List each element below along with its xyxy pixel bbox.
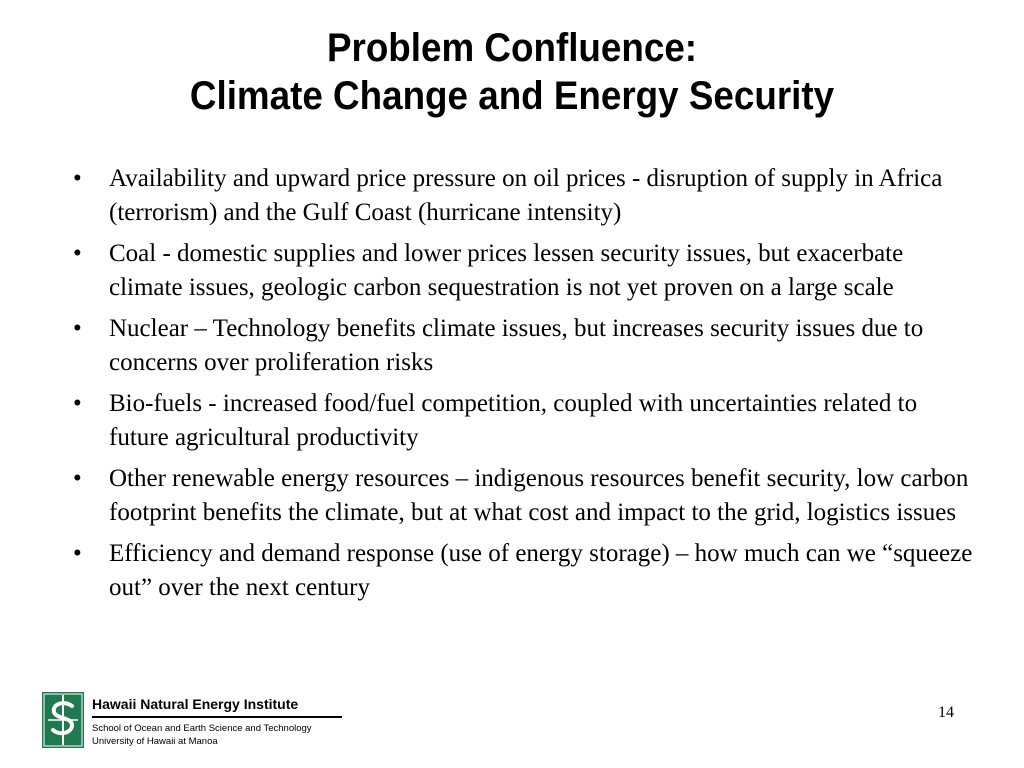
bullet-text: Coal - domestic supplies and lower prices lessen security issues, but exacerbate climate issues, geologic carbon sequestration is not yet proven on a large scale	[109, 240, 904, 301]
bullet-list	[73, 162, 973, 612]
school-line: School of Ocean and Earth Science and Technology	[92, 723, 312, 734]
slide-title	[41, 24, 983, 120]
bullet-dot: •	[73, 240, 82, 267]
bullet-item	[73, 537, 973, 605]
bullet-item	[73, 237, 973, 305]
institute-affiliation	[92, 722, 312, 748]
page-number: 14	[938, 704, 954, 721]
title-line-1: Problem Confluence:	[326, 26, 698, 70]
bullet-dot: •	[73, 465, 82, 492]
bullet-dot: •	[73, 390, 82, 417]
university-line: University of Hawaii at Manoa	[92, 736, 218, 747]
bullet-dot: •	[73, 165, 82, 192]
bullet-text: Other renewable energy resources – indigenous resources benefit security, low carbon footprint benefits the climate, but at what cost and impact to the grid, logistics issues	[109, 465, 969, 526]
bullet-dot: •	[73, 540, 82, 567]
bullet-item	[73, 462, 973, 530]
bullet-item	[73, 162, 973, 230]
institute-name: Hawaii Natural Energy Institute	[92, 696, 299, 712]
bullet-text: Bio-fuels - increased food/fuel competition, coupled with uncertainties related to future agricultural productivity	[109, 390, 918, 451]
title-line-2: Climate Change and Energy Security	[189, 74, 835, 118]
bullet-dot: •	[73, 315, 82, 342]
bullet-item	[73, 312, 973, 380]
bullet-text: Availability and upward price pressure on oil prices - disruption of supply in Africa (terrorism) and the Gulf Coast (hurricane intensity)	[109, 165, 943, 226]
hnei-logo-icon	[42, 692, 84, 748]
footer-divider	[92, 716, 342, 718]
bullet-text: Nuclear – Technology benefits climate issues, but increases security issues due to concerns over proliferation risks	[109, 315, 924, 376]
bullet-text: Efficiency and demand response (use of energy storage) – how much can we “squeeze out” over the next century	[109, 540, 973, 601]
bullet-item	[73, 387, 973, 455]
